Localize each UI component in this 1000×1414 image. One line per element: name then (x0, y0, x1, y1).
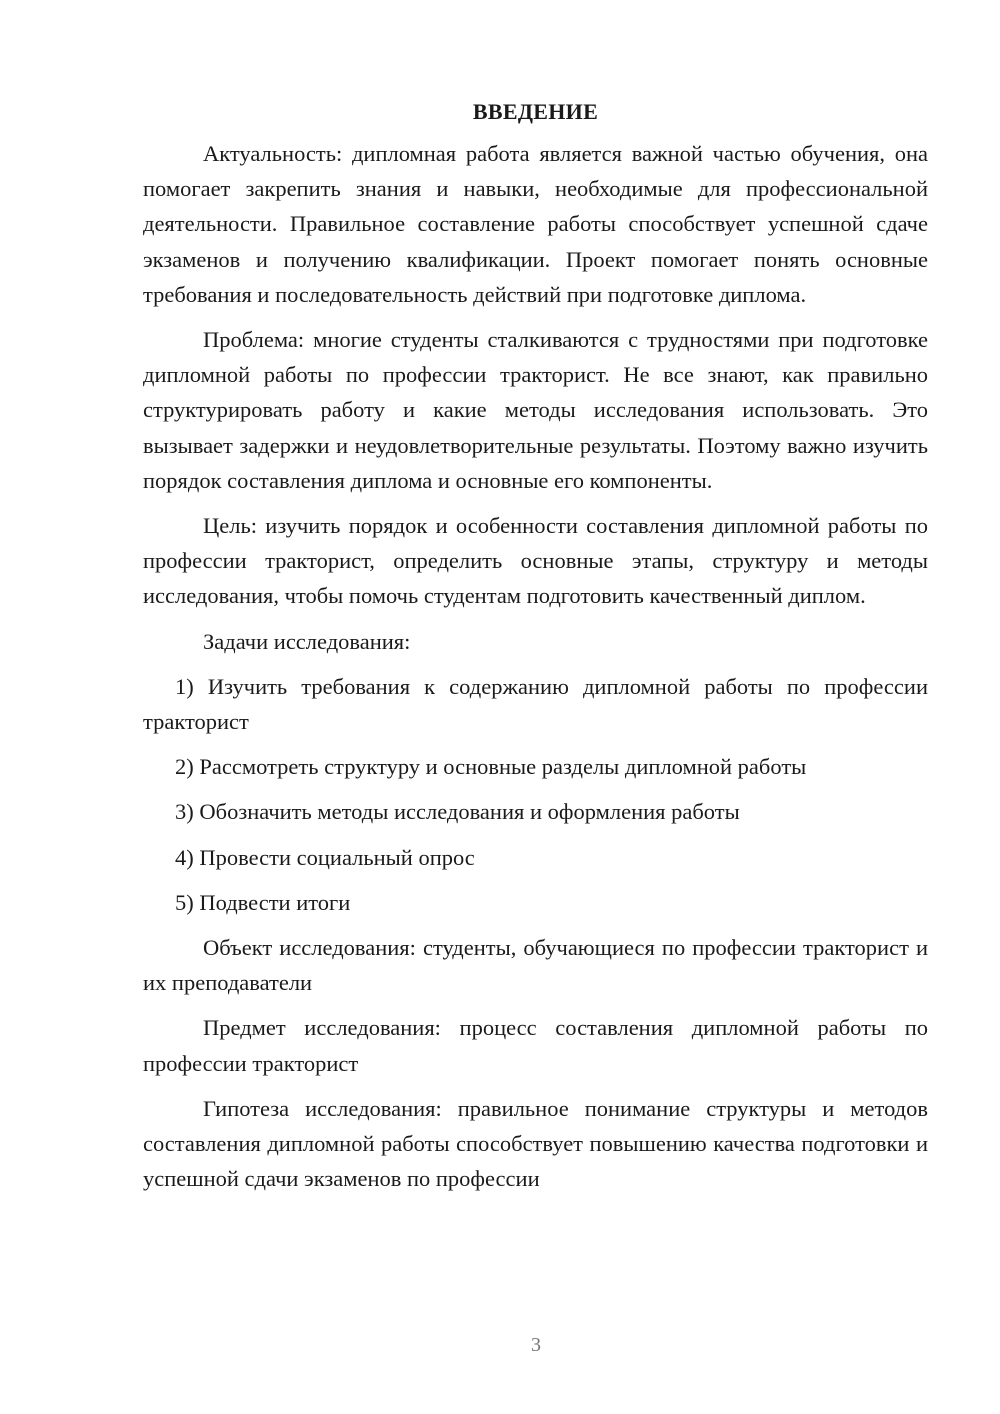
goal-paragraph: Цель: изучить порядок и особенности составления дипломной работы по профессии тракторист, определить основные этапы, структуру и методы исследования, чтобы помочь студентам подготовить качественный диплом. (143, 513, 928, 609)
task-item: 3) Обозначить методы исследования и оформления работы (175, 799, 740, 825)
task-item: 4) Провести социальный опрос (175, 844, 475, 870)
task-item: 1) Изучить требования к содержанию дипломной работы по профессии тракторист (143, 673, 928, 735)
page-content (143, 94, 928, 1206)
task-item: 2) Рассмотреть структуру и основные разделы дипломной работы (175, 754, 807, 780)
object-paragraph: Объект исследования: студенты, обучающиеся по профессии тракторист и их преподаватели (143, 935, 928, 996)
hypothesis-paragraph: Гипотеза исследования: правильное понимание структуры и методов составления дипломной работы способствует повышению качества подготовки и успешной сдачи экзаменов по профессии (143, 1095, 928, 1192)
page-number: 3 (531, 1334, 541, 1356)
problem-paragraph: Проблема: многие студенты сталкиваются с трудностями при подготовке дипломной работы по профессии тракторист. Не все знают, как правильно структурировать работу и какие методы исследования использовать. Это вызывает задержки и неудовлетворительные результаты. Поэтому важно изучить порядок составления диплома и основные его компоненты. (143, 327, 928, 493)
section-title: ВВЕДЕНИЕ (472, 99, 599, 124)
task-item: 5) Подвести итоги (175, 889, 351, 915)
tasks-heading: Задачи исследования: (203, 628, 411, 654)
relevance-paragraph: Актуальность: дипломная работа является важной частью обучения, она помогает закрепить знания и навыки, необходимые для профессиональной деятельности. Правильное составление работы способствует успешной сдаче экзаменов и получению квалификации. Проект помогает понять основные требования и последовательность действий при подготовке диплома. (143, 141, 928, 307)
subject-paragraph: Предмет исследования: процесс составления дипломной работы по профессии тракторист (143, 1015, 928, 1076)
